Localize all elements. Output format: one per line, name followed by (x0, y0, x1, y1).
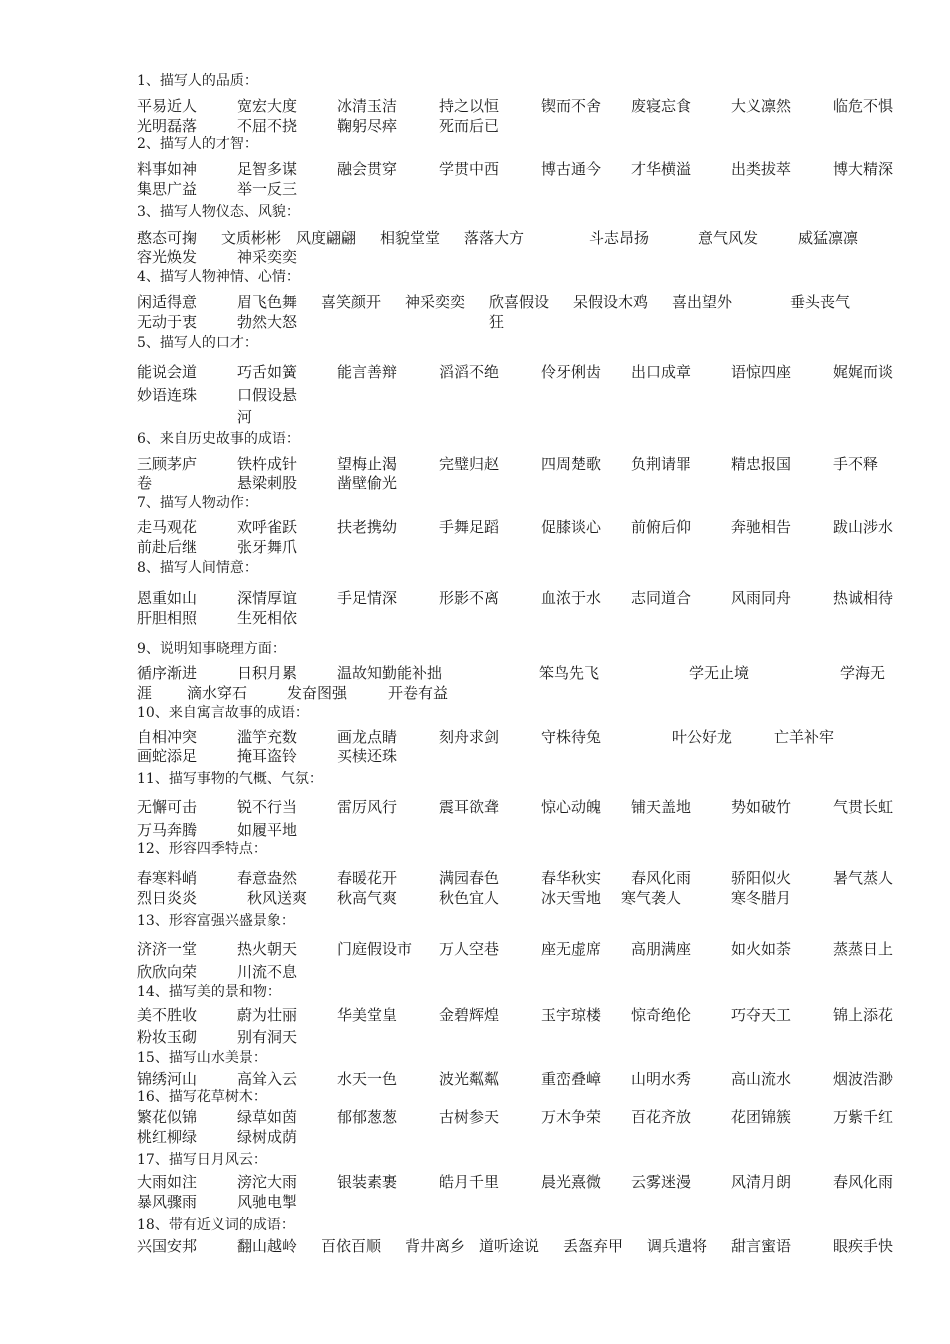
idiom-item: 锲而不舍 (541, 97, 602, 115)
idiom-item: 风度翩翩 (296, 229, 357, 247)
section-heading: 18、带有近义词的成语： (137, 1217, 295, 1233)
section-heading: 14、描写美的景和物： (137, 984, 281, 1000)
idiom-item: 高耸入云 (237, 1070, 298, 1088)
idiom-item: 震耳欲聋 (439, 798, 500, 816)
idiom-item: 百花齐放 (631, 1108, 692, 1126)
idiom-item: 持之以恒 (439, 97, 500, 115)
idiom-item: 烈日炎炎 (137, 889, 198, 907)
idiom-item: 万马奔腾 (137, 821, 198, 839)
idiom-item: 无懈可击 (137, 798, 198, 816)
section-heading: 4、描写人物神情、心情： (137, 269, 300, 285)
idiom-item: 神采奕奕 (237, 248, 298, 266)
idiom-item: 出口成章 (631, 363, 692, 381)
idiom-item: 温故知勤能补拙 (337, 664, 443, 682)
idiom-item: 开卷有益 (388, 684, 449, 702)
idiom-item: 自相冲突 (137, 728, 198, 746)
section-heading: 7、描写人物动作： (137, 495, 258, 511)
idiom-item: 出类拔萃 (731, 160, 792, 178)
idiom-item: 伶牙俐齿 (541, 363, 602, 381)
idiom-item: 跋山涉水 (833, 518, 894, 536)
idiom-item: 循序渐进 (137, 664, 198, 682)
idiom-item: 凿壁偷光 (337, 474, 398, 492)
idiom-item: 古树参天 (439, 1108, 500, 1126)
idiom-item: 绿树成荫 (237, 1128, 298, 1146)
idiom-item: 融会贯穿 (337, 160, 398, 178)
idiom-item: 憨态可掬 (137, 229, 198, 247)
idiom-item: 繁花似锦 (137, 1108, 198, 1126)
idiom-item: 肝胆相照 (137, 609, 198, 627)
idiom-item: 风雨同舟 (731, 589, 792, 607)
idiom-item: 死而后已 (439, 117, 500, 135)
idiom-item: 叶公好龙 (672, 728, 733, 746)
idiom-item: 滥竽充数 (237, 728, 298, 746)
idiom-item: 守株待兔 (541, 728, 602, 746)
idiom-item: 完璧归赵 (439, 455, 500, 473)
idiom-item: 前俯后仰 (631, 518, 692, 536)
idiom-item: 气贯长虹 (833, 798, 894, 816)
section-heading: 16、描写花草树木： (137, 1089, 267, 1105)
idiom-item: 口假设悬 (237, 386, 298, 404)
idiom-item: 秋高气爽 (337, 889, 398, 907)
idiom-item: 娓娓而谈 (833, 363, 894, 381)
idiom-item: 大雨如注 (137, 1173, 198, 1191)
idiom-item: 发奋图强 (287, 684, 348, 702)
idiom-item: 翻山越岭 (237, 1237, 298, 1255)
idiom-item: 皓月千里 (439, 1173, 500, 1191)
idiom-item: 张牙舞爪 (237, 538, 298, 556)
idiom-item: 料事如神 (137, 160, 198, 178)
idiom-item: 喜出望外 (672, 293, 733, 311)
idiom-item: 滔滔不绝 (439, 363, 500, 381)
section-heading: 10、来自寓言故事的成语： (137, 705, 309, 721)
idiom-item: 水天一色 (337, 1070, 398, 1088)
section-heading: 3、描写人物仪态、风貌： (137, 204, 300, 220)
idiom-item: 勃然大怒 (237, 313, 298, 331)
section-heading: 13、形容富强兴盛景象： (137, 913, 295, 929)
idiom-item: 笨鸟先飞 (539, 664, 600, 682)
idiom-item: 血浓于水 (541, 589, 602, 607)
idiom-item: 势如破竹 (731, 798, 792, 816)
idiom-item: 悬梁刺股 (237, 474, 298, 492)
idiom-item: 宽宏大度 (237, 97, 298, 115)
idiom-item: 手足情深 (337, 589, 398, 607)
idiom-item: 光明磊落 (137, 117, 198, 135)
idiom-item: 大义凛然 (731, 97, 792, 115)
idiom-item: 神采奕奕 (405, 293, 466, 311)
idiom-item: 春寒料峭 (137, 869, 198, 887)
idiom-item: 背井离乡 (405, 1237, 466, 1255)
idiom-item: 巧舌如簧 (237, 363, 298, 381)
idiom-item: 能言善辩 (337, 363, 398, 381)
section-heading: 8、描写人间情意： (137, 560, 258, 576)
idiom-item: 举一反三 (237, 180, 298, 198)
idiom-item: 玉宇琼楼 (541, 1006, 602, 1024)
idiom-item: 兴国安邦 (137, 1237, 198, 1255)
idiom-item: 喜笑颜开 (321, 293, 382, 311)
idiom-item: 金碧辉煌 (439, 1006, 500, 1024)
idiom-item: 深情厚谊 (237, 589, 298, 607)
idiom-item: 春风化雨 (631, 869, 692, 887)
idiom-item: 桃红柳绿 (137, 1128, 198, 1146)
section-heading: 5、描写人的口才： (137, 335, 258, 351)
idiom-item: 山明水秀 (631, 1070, 692, 1088)
idiom-item: 寒气袭人 (621, 889, 682, 907)
idiom-item: 花团锦簇 (731, 1108, 792, 1126)
idiom-item: 满园春色 (439, 869, 500, 887)
section-heading: 1、描写人的品质： (137, 73, 258, 89)
idiom-item: 威猛凛凛 (798, 229, 859, 247)
idiom-item: 万紫千红 (833, 1108, 894, 1126)
idiom-item: 热火朝天 (237, 940, 298, 958)
idiom-item: 意气风发 (698, 229, 759, 247)
idiom-item: 能说会道 (137, 363, 198, 381)
idiom-item: 河 (237, 408, 253, 426)
idiom-item: 卷 (137, 474, 153, 492)
idiom-item: 百依百顺 (321, 1237, 382, 1255)
idiom-item: 华美堂皇 (337, 1006, 398, 1024)
idiom-item: 如火如荼 (731, 940, 792, 958)
idiom-item: 无动于衷 (137, 313, 198, 331)
idiom-item: 掩耳盗铃 (237, 747, 298, 765)
section-heading: 15、描写山水美景： (137, 1050, 267, 1066)
idiom-item: 锦绣河山 (137, 1070, 198, 1088)
section-heading: 9、说明知事晓理方面： (137, 641, 286, 657)
section-heading: 11、描写事物的气概、气氛： (137, 771, 323, 787)
idiom-item: 川流不息 (237, 963, 298, 981)
idiom-item: 日积月累 (237, 664, 298, 682)
idiom-item: 狂 (489, 313, 505, 331)
idiom-item: 锦上添花 (833, 1006, 894, 1024)
idiom-item: 促膝谈心 (541, 518, 602, 536)
idiom-item: 风驰电掣 (237, 1193, 298, 1211)
idiom-item: 文质彬彬 (221, 229, 282, 247)
idiom-item: 济济一堂 (137, 940, 198, 958)
idiom-item: 骄阳似火 (731, 869, 792, 887)
idiom-item: 涯 (137, 684, 153, 702)
idiom-item: 语惊四座 (731, 363, 792, 381)
idiom-item: 足智多谋 (237, 160, 298, 178)
idiom-item: 买椟还珠 (337, 747, 398, 765)
idiom-item: 才华横溢 (631, 160, 692, 178)
idiom-item: 巧夺天工 (731, 1006, 792, 1024)
idiom-item: 望梅止渴 (337, 455, 398, 473)
idiom-item: 学无止境 (689, 664, 750, 682)
idiom-item: 容光焕发 (137, 248, 198, 266)
idiom-item: 斗志昂扬 (589, 229, 650, 247)
idiom-item: 重峦叠嶂 (541, 1070, 602, 1088)
idiom-item: 前赴后继 (137, 538, 198, 556)
idiom-item: 三顾茅庐 (137, 455, 198, 473)
idiom-item: 万人空巷 (439, 940, 500, 958)
idiom-item: 手舞足蹈 (439, 518, 500, 536)
idiom-item: 冰天雪地 (541, 889, 602, 907)
idiom-item: 落落大方 (464, 229, 525, 247)
idiom-item: 春意盎然 (237, 869, 298, 887)
idiom-item: 临危不惧 (833, 97, 894, 115)
idiom-item: 闲适得意 (137, 293, 198, 311)
idiom-item: 暑气蒸人 (833, 869, 894, 887)
section-heading: 17、描写日月风云： (137, 1152, 267, 1168)
idiom-item: 寒冬腊月 (731, 889, 792, 907)
idiom-item: 春华秋实 (541, 869, 602, 887)
idiom-item: 眉飞色舞 (237, 293, 298, 311)
idiom-item: 蔚为壮丽 (237, 1006, 298, 1024)
idiom-item: 滴水穿石 (187, 684, 248, 702)
idiom-item: 形影不离 (439, 589, 500, 607)
idiom-item: 妙语连珠 (137, 386, 198, 404)
idiom-item: 蒸蒸日上 (833, 940, 894, 958)
idiom-item: 画龙点睛 (337, 728, 398, 746)
idiom-item: 甜言蜜语 (731, 1237, 792, 1255)
idiom-item: 粉妆玉砌 (137, 1028, 198, 1046)
idiom-item: 欣欣向荣 (137, 963, 198, 981)
idiom-item: 博大精深 (833, 160, 894, 178)
idiom-item: 学贯中西 (439, 160, 500, 178)
idiom-item: 学海无 (840, 664, 886, 682)
idiom-item: 冰清玉洁 (337, 97, 398, 115)
idiom-item: 生死相依 (237, 609, 298, 627)
idiom-item: 晨光熹微 (541, 1173, 602, 1191)
section-heading: 6、来自历史故事的成语： (137, 431, 300, 447)
idiom-item: 画蛇添足 (137, 747, 198, 765)
idiom-item: 秋风送爽 (247, 889, 308, 907)
idiom-item: 如履平地 (237, 821, 298, 839)
idiom-item: 鞠躬尽瘁 (337, 117, 398, 135)
idiom-item: 惊心动魄 (541, 798, 602, 816)
idiom-item: 负荆请罪 (631, 455, 692, 473)
idiom-item: 走马观花 (137, 518, 198, 536)
idiom-item: 滂沱大雨 (237, 1173, 298, 1191)
idiom-item: 博古通今 (541, 160, 602, 178)
idiom-item: 锐不行当 (237, 798, 298, 816)
idiom-item: 眼疾手快 (833, 1237, 894, 1255)
idiom-item: 奔驰相告 (731, 518, 792, 536)
idiom-item: 呆假设木鸡 (573, 293, 649, 311)
idiom-item: 调兵遣将 (647, 1237, 708, 1255)
idiom-item: 暴风骤雨 (137, 1193, 198, 1211)
idiom-item: 铺天盖地 (631, 798, 692, 816)
idiom-item: 烟波浩渺 (833, 1070, 894, 1088)
idiom-item: 郁郁葱葱 (337, 1108, 398, 1126)
idiom-item: 不屈不挠 (237, 117, 298, 135)
idiom-item: 刻舟求剑 (439, 728, 500, 746)
idiom-item: 惊奇绝伦 (631, 1006, 692, 1024)
idiom-item: 相貌堂堂 (380, 229, 441, 247)
idiom-item: 绿草如茵 (237, 1108, 298, 1126)
idiom-item: 亡羊补牢 (774, 728, 835, 746)
idiom-item: 别有洞天 (237, 1028, 298, 1046)
idiom-item: 高山流水 (731, 1070, 792, 1088)
idiom-item: 万木争荣 (541, 1108, 602, 1126)
idiom-item: 风清月朗 (731, 1173, 792, 1191)
idiom-item: 丢盔弃甲 (563, 1237, 624, 1255)
idiom-item: 座无虚席 (541, 940, 602, 958)
idiom-item: 扶老携幼 (337, 518, 398, 536)
idiom-item: 集思广益 (137, 180, 198, 198)
idiom-item: 平易近人 (137, 97, 198, 115)
idiom-item: 手不释 (833, 455, 879, 473)
idiom-item: 春暖花开 (337, 869, 398, 887)
idiom-item: 欢呼雀跃 (237, 518, 298, 536)
idiom-item: 恩重如山 (137, 589, 198, 607)
idiom-item: 门庭假设市 (337, 940, 413, 958)
idiom-item: 云雾迷漫 (631, 1173, 692, 1191)
idiom-item: 铁杵成针 (237, 455, 298, 473)
idiom-item: 欣喜假设 (489, 293, 550, 311)
idiom-item: 高朋满座 (631, 940, 692, 958)
idiom-item: 道听途说 (479, 1237, 540, 1255)
idiom-item: 美不胜收 (137, 1006, 198, 1024)
idiom-item: 精忠报国 (731, 455, 792, 473)
idiom-item: 波光粼粼 (439, 1070, 500, 1088)
idiom-item: 四周楚歌 (541, 455, 602, 473)
idiom-item: 雷厉风行 (337, 798, 398, 816)
idiom-item: 银装素裹 (337, 1173, 398, 1191)
idiom-item: 废寝忘食 (631, 97, 692, 115)
idiom-item: 志同道合 (631, 589, 692, 607)
section-heading: 12、形容四季特点： (137, 841, 267, 857)
idiom-item: 秋色宜人 (439, 889, 500, 907)
idiom-item: 垂头丧气 (790, 293, 851, 311)
section-heading: 2、描写人的才智： (137, 136, 258, 152)
idiom-item: 热诚相待 (833, 589, 894, 607)
idiom-item: 春风化雨 (833, 1173, 894, 1191)
